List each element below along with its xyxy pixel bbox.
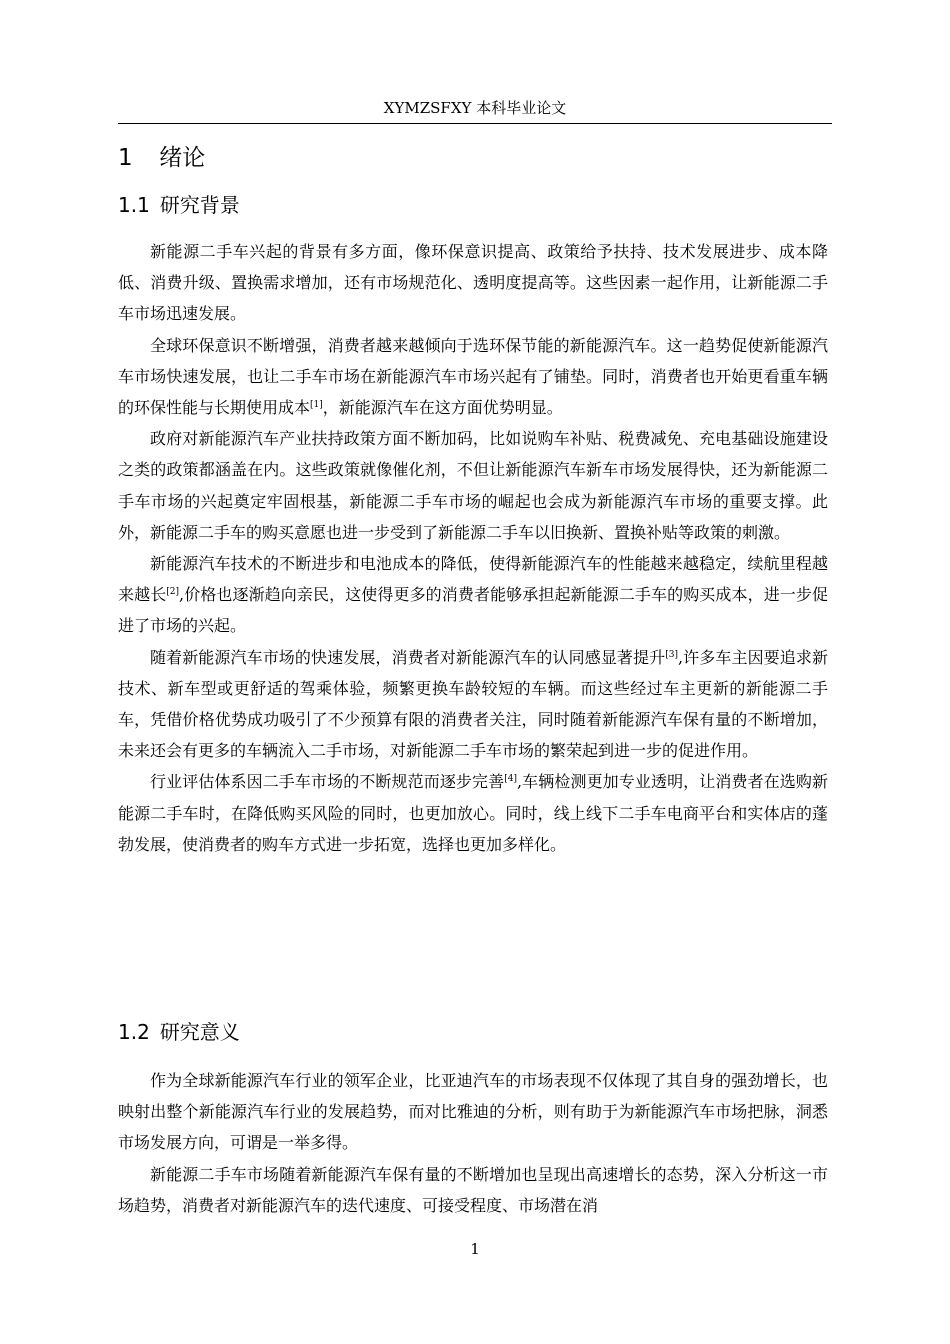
paragraph-text: 全球环保意识不断增强，消费者越来越倾向于选环保节能的新能源汽车。这一趋势促使新能源汽车市场快速发展，也让二手车市场在新能源汽车市场兴起有了铺垫。同时，消费者也开始更看重车辆的环保性能与长期使用成本 bbox=[118, 335, 828, 418]
chapter-number: 1 bbox=[118, 145, 133, 171]
page-header: XYMZSFXY 本科毕业论文 bbox=[383, 99, 567, 117]
body-paragraph bbox=[118, 236, 828, 330]
citation-ref: [4] bbox=[504, 774, 517, 785]
body-paragraph bbox=[118, 1159, 828, 1221]
paragraph-text: 新能源二手车兴起的背景有多方面，像环保意识提高、政策给予扶持、技术发展进步、成本降低、消费升级、置换需求增加，还有市场规范化、透明度提高等。这些因素一起作用，让新能源二手车市场迅速发展。 bbox=[118, 242, 828, 324]
section-body-1-2 bbox=[118, 1065, 828, 1221]
body-paragraph bbox=[118, 642, 828, 767]
paragraph-text: 政府对新能源汽车产业扶持政策方面不断加码，比如说购车补贴、税费减免、充电基础设施建设之类的政策都涵盖在内。这些政策就像催化剂，不但让新能源汽车新车市场发展得快，还为新能源二手车市场的兴起奠定牢固根基，新能源二手车市场的崛起也会成为新能源汽车市场的重要支撑。此外，新能源二手车的购买意愿也进一步受到了新能源二手车以旧换新、置换补贴等政策的刺激。 bbox=[118, 429, 828, 542]
paragraph-text: 行业评估体系因二手车市场的不断规范而逐步完善 bbox=[150, 772, 505, 792]
body-paragraph bbox=[118, 423, 828, 548]
paragraph-text: 新能源二手车市场随着新能源汽车保有量的不断增加也呈现出高速增长的态势，深入分析这一市场趋势，消费者对新能源汽车的迭代速度、可接受程度、市场潜在消 bbox=[118, 1164, 828, 1215]
paragraph-text: ,许多车主因要追求新技术、新车型或更舒适的驾乘体验，频繁更换车龄较短的车辆。而这些经过车主更新的新能源二手车，凭借价格优势成功吸引了不少预算有限的消费者关注，同时随着新能源汽车保有量的不断增加，未来还会有更多的车辆流入二手市场，对新能源二手车市场的繁荣起到进一步的促进作用。 bbox=[118, 647, 828, 761]
chapter-title: 绪论 bbox=[159, 145, 206, 171]
paragraph-text: 作为全球新能源汽车行业的领军企业，比亚迪汽车的市场表现不仅体现了其自身的强劲增长，也映射出整个新能源汽车行业的发展趋势，而对比雅迪的分析，则有助于为新能源汽车市场把脉，洞悉市场发展方向，可谓是一举多得。 bbox=[118, 1071, 828, 1153]
section-title: 研究背景 bbox=[159, 193, 240, 217]
body-paragraph bbox=[118, 548, 828, 642]
section-heading-1-1 bbox=[118, 190, 240, 220]
page-number: 1 bbox=[470, 1240, 480, 1258]
paragraph-text: ,价格也逐渐趋向亲民，这使得更多的消费者能够承担起新能源二手车的购买成本，进一步促进了市场的兴起。 bbox=[118, 585, 828, 636]
citation-ref: [2] bbox=[166, 587, 180, 598]
body-paragraph bbox=[118, 766, 828, 860]
paragraph-text: ,车辆检测更加专业透明，让消费者在选购新能源二手车时，在降低购买风险的同时，也更加放心。同时，线上线下二手车电商平台和实体店的蓬勃发展，使消费者的购车方式进一步拓宽，选择也更加多样化。 bbox=[118, 772, 828, 854]
citation-ref: [3] bbox=[665, 649, 678, 660]
section-number: 1.1 bbox=[118, 193, 150, 217]
body-paragraph bbox=[118, 1065, 828, 1159]
chapter-heading bbox=[118, 142, 205, 174]
citation-ref: [1] bbox=[310, 400, 323, 411]
header-divider bbox=[118, 123, 832, 124]
paragraph-text: 新能源汽车技术的不断进步和电池成本的降低，使得新能源汽车的性能越来越稳定，续航里程越来越长 bbox=[118, 554, 828, 605]
section-title: 研究意义 bbox=[159, 1020, 240, 1044]
section-body-1-1 bbox=[118, 236, 828, 860]
section-heading-1-2 bbox=[118, 1017, 240, 1047]
paragraph-text: 随着新能源汽车市场的快速发展，消费者对新能源汽车的认同感显著提升 bbox=[150, 647, 666, 667]
paragraph-text: ，新能源汽车在这方面优势明显。 bbox=[322, 398, 563, 418]
section-number: 1.2 bbox=[118, 1020, 150, 1044]
body-paragraph bbox=[118, 330, 828, 424]
